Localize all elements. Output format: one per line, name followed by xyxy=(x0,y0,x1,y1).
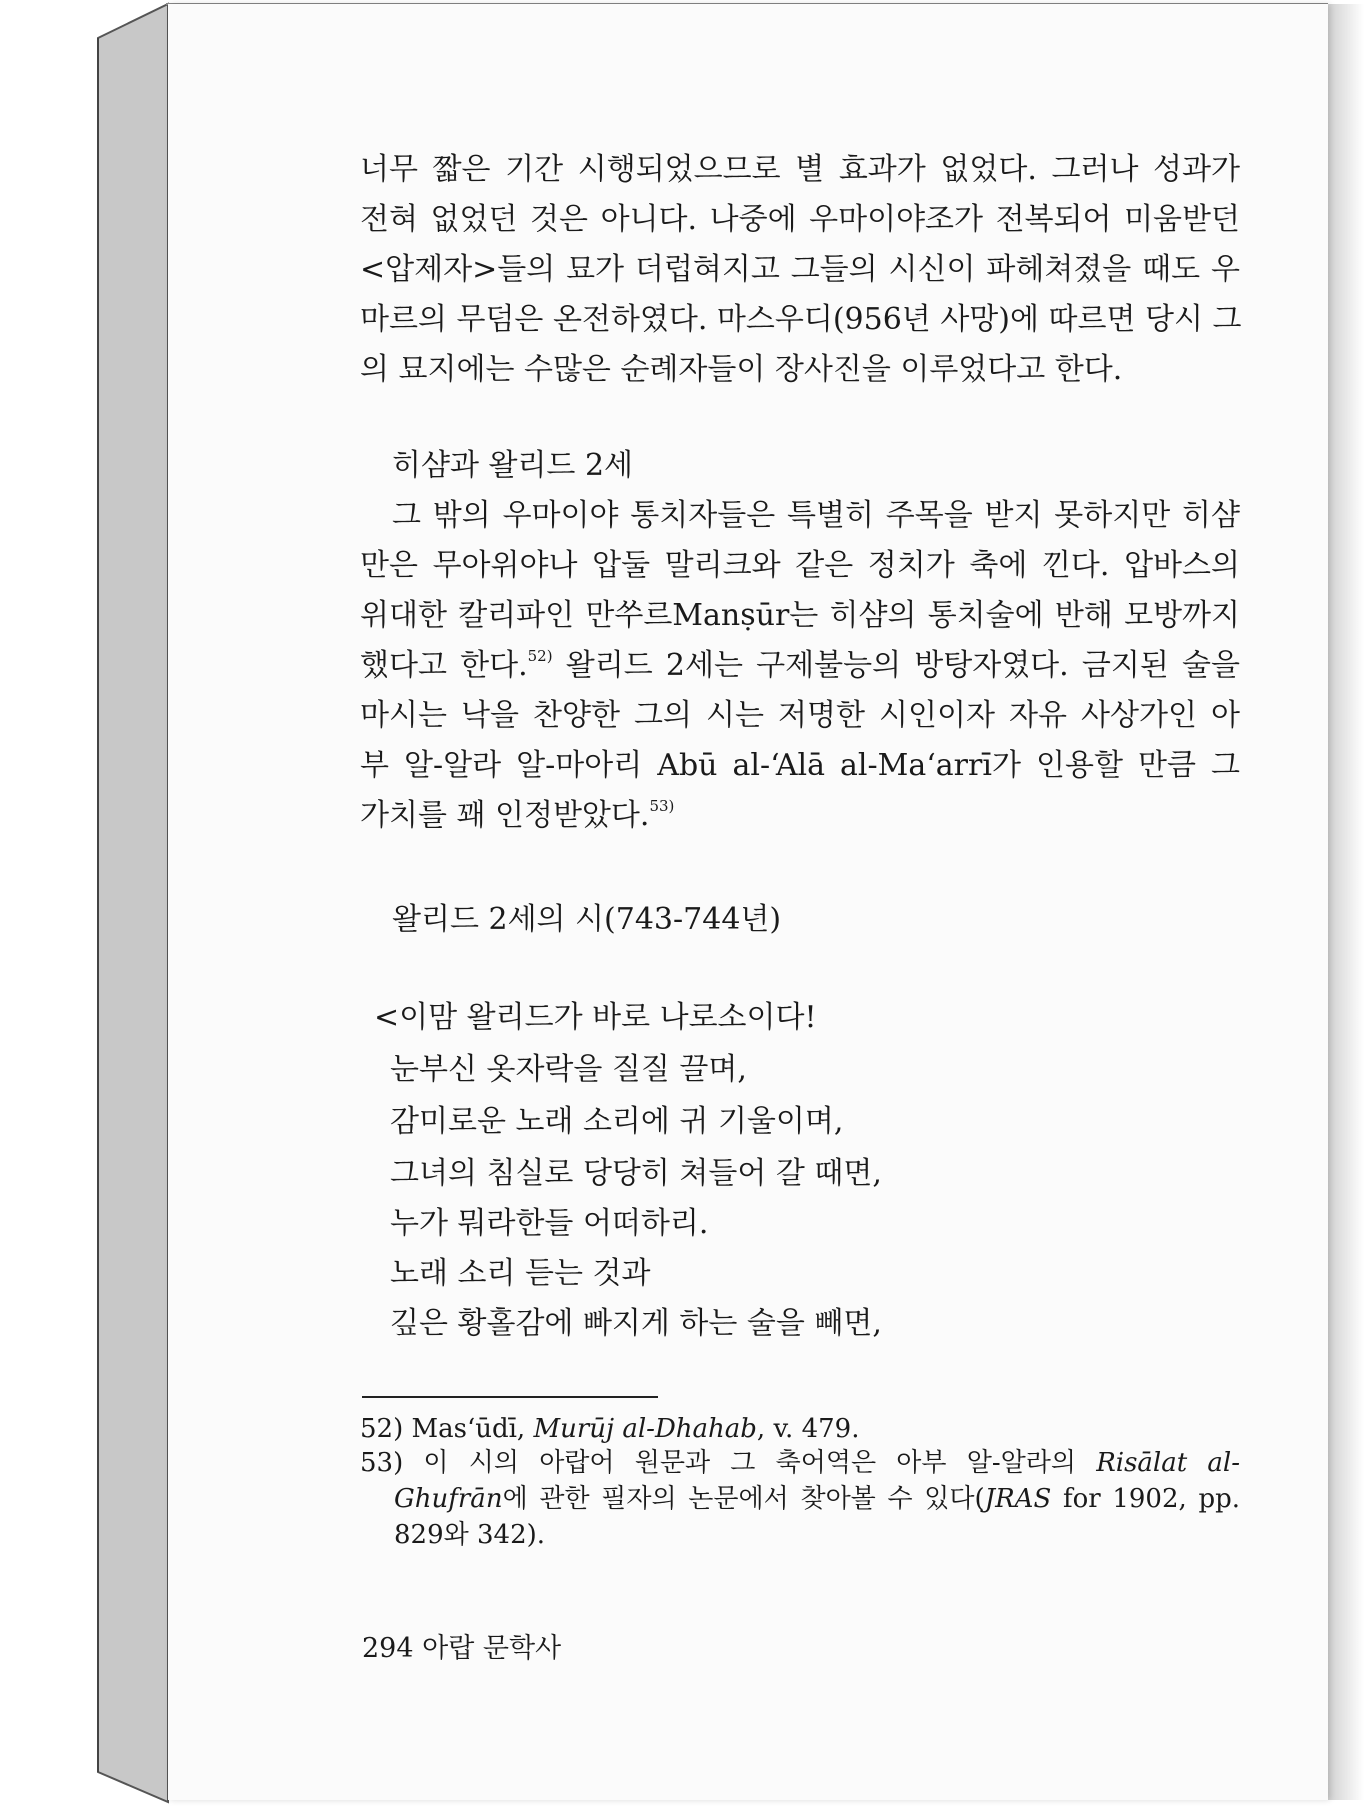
paragraph-2-line-6: 부 알-알라 알-마아리 Abū al-‘Alā al-Ma‘arrī가 인용할 만큼 그 xyxy=(360,748,1240,783)
paragraph-1-line-5: 의 묘지에는 수많은 순례자들이 장사진을 이루었다고 한다. xyxy=(360,352,1123,387)
footnote-53-journal: JRAS xyxy=(984,1484,1052,1514)
section-heading: 히샴과 왈리드 2세 xyxy=(392,448,634,483)
poem-line-1: <이맘 왈리드가 바로 나로소이다! xyxy=(374,1000,817,1035)
poem-line-7: 깊은 황홀감에 빠지게 하는 술을 빼면, xyxy=(390,1306,882,1341)
footnote-52-prefix: 52) Mas‘ūdī, xyxy=(360,1414,534,1444)
paragraph-2-line-5: 마시는 낙을 찬양한 그의 시는 저명한 시인이자 자유 사상가인 아 xyxy=(360,698,1240,733)
footnote-53-line-1 xyxy=(360,1446,1240,1480)
footnote-53-title-cont: Ghufrān xyxy=(394,1484,503,1514)
footnote-separator xyxy=(362,1396,658,1398)
footnote-ref-53: 53) xyxy=(649,797,675,815)
poem-line-5: 누가 뭐라한들 어떠하리. xyxy=(390,1206,709,1241)
footnote-53-end: for 1902, pp. xyxy=(1051,1484,1241,1514)
footnote-53-line-3: 829와 342). xyxy=(394,1520,546,1550)
page-number-footer: 294 아랍 문학사 xyxy=(362,1633,562,1664)
paragraph-1-line-1: 너무 짧은 기간 시행되었으므로 별 효과가 없었다. 그러나 성과가 xyxy=(360,152,1240,187)
paragraph-2-line-1: 그 밖의 우마이야 통치자들은 특별히 주목을 받지 못하지만 히샴 xyxy=(392,498,1240,533)
page-shadow xyxy=(1328,4,1364,1800)
poem-line-2: 눈부신 옷자락을 질질 끌며, xyxy=(390,1052,747,1087)
paragraph-2-line-4-text-a: 했다고 한다. xyxy=(360,648,528,683)
footnote-53-title: Risālat al- xyxy=(1096,1448,1240,1478)
paragraph-2-line-4 xyxy=(360,646,1240,686)
footnote-53-prefix: 53) 이 시의 아랍어 원문과 그 축어역은 아부 알-알라의 xyxy=(360,1448,1097,1478)
footnote-52 xyxy=(360,1412,1240,1446)
footnote-53-line-2 xyxy=(394,1482,1240,1516)
poem-heading: 왈리드 2세의 시(743-744년) xyxy=(392,902,782,937)
paragraph-2-line-3: 위대한 칼리파인 만쑤르Manṣūr는 히샴의 통치술에 반해 모방까지 xyxy=(360,598,1240,633)
footnote-52-suffix: , v. 479. xyxy=(756,1414,860,1444)
footnote-53-mid: 에 관한 필자의 논문에서 찾아볼 수 있다( xyxy=(502,1484,985,1514)
paragraph-2-line-7-text: 가치를 꽤 인정받았다. xyxy=(360,798,650,833)
paragraph-1-line-3: <압제자>들의 묘가 더럽혀지고 그들의 시신이 파헤쳐졌을 때도 우 xyxy=(360,252,1240,287)
footnote-52-title: Murūj al-Dhahab xyxy=(533,1414,757,1444)
paragraph-2-line-7 xyxy=(360,796,1240,836)
poem-line-6: 노래 소리 듣는 것과 xyxy=(390,1256,651,1291)
paragraph-2-line-2: 만은 무아위야나 압둘 말리크와 같은 정치가 축에 낀다. 압바스의 xyxy=(360,548,1240,583)
paragraph-1-line-2: 전혀 없었던 것은 아니다. 나중에 우마이야조가 전복되어 미움받던 xyxy=(360,202,1240,237)
poem-line-3: 감미로운 노래 소리에 귀 기울이며, xyxy=(390,1104,844,1139)
paragraph-1-line-4: 마르의 무덤은 온전하였다. 마스우디(956년 사망)에 따르면 당시 그 xyxy=(360,302,1242,337)
paragraph-2-line-4-text-b: 왈리드 2세는 구제불능의 방탕자였다. 금지된 술을 xyxy=(552,648,1240,683)
poem-line-4: 그녀의 침실로 당당히 쳐들어 갈 때면, xyxy=(390,1156,882,1191)
footnote-ref-52: 52) xyxy=(527,647,553,665)
